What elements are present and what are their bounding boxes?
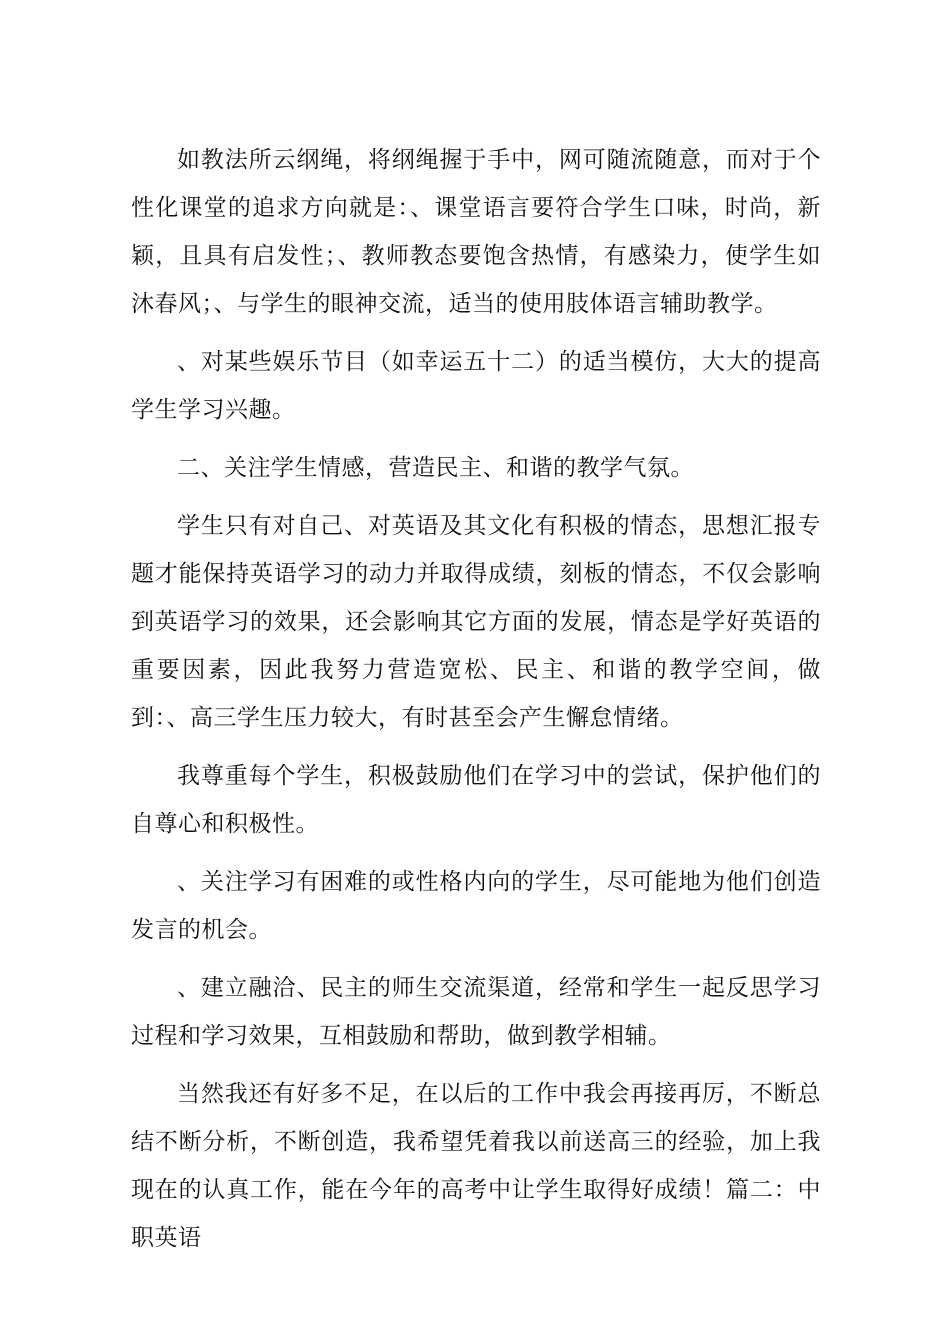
paragraph-4: 学生只有对自己、对英语及其文化有积极的情态，思想汇报专题才能保持英语学习的动力并取得成绩，刻板的情态，不仅会影响到英语学习的效果，还会影响其它方面的发展，情态是学好英语的重要因素，因此我努力营造宽松、民主、和谐的教学空间，做到：、高三学生压力较大，有时甚至会产生懈怠情绪。 bbox=[131, 513, 821, 731]
paragraph-3-heading: 二、关注学生情感，营造民主、和谐的教学气氛。 bbox=[177, 455, 694, 481]
paragraph-1: 如教法所云纲绳，将纲绳握于手中，网可随流随意，而对于个性化课堂的追求方向就是：、课堂语言要符合学生口味，时尚，新颖，且具有启发性；、教师教态要饱含热情，有感染力，使学生如沐春风；、与学生的眼神交流，适当的使用肢体语言辅助教学。 bbox=[131, 147, 821, 317]
paragraph-5: 我尊重每个学生，积极鼓励他们在学习中的尝试，保护他们的自尊心和积极性。 bbox=[131, 763, 821, 837]
paragraph-2: 、对某些娱乐节目（如幸运五十二）的适当模仿，大大的提高学生学习兴趣。 bbox=[131, 349, 821, 423]
paragraph-6: 、关注学习有困难的或性格内向的学生，尽可能地为他们创造发言的机会。 bbox=[131, 869, 821, 943]
paragraph-8: 当然我还有好多不足，在以后的工作中我会再接再厉，不断总结不断分析，不断创造，我希望凭着我以前送高三的经验，加上我现在的认真工作，能在今年的高考中让学生取得好成绩！篇二：中职英语 bbox=[131, 1081, 821, 1251]
paragraph-7: 、建立融洽、民主的师生交流渠道，经常和学生一起反思学习过程和学习效果，互相鼓励和帮助，做到教学相辅。 bbox=[131, 975, 821, 1049]
document-body bbox=[131, 136, 821, 1262]
